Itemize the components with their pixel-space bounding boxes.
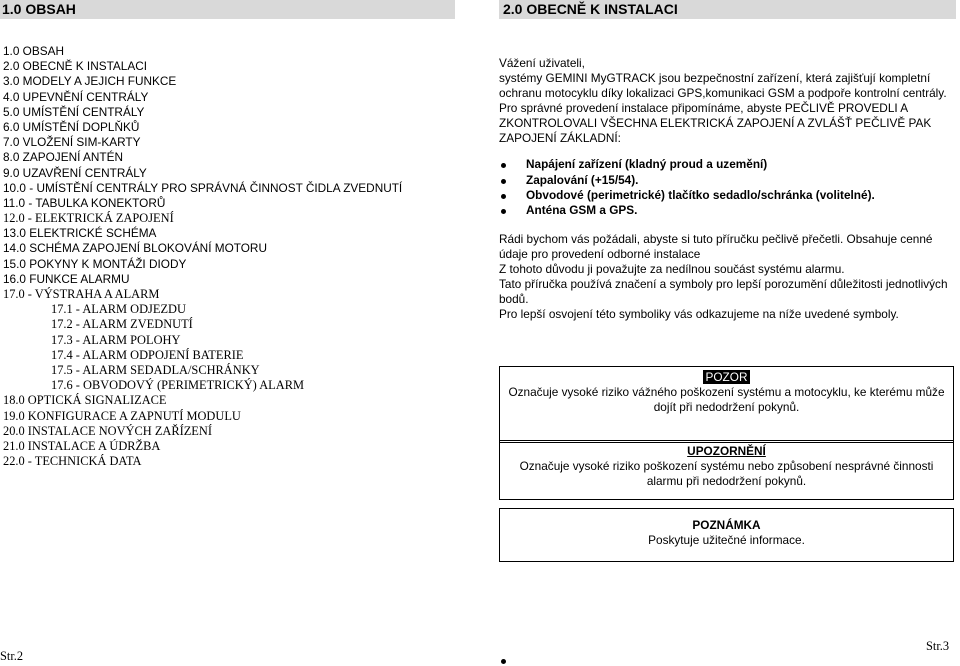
list-item-text: Zapalování (+15/54). <box>526 172 639 187</box>
toc-item: 1.0 OBSAH <box>3 44 64 58</box>
toc-item: 17.1 - ALARM ODJEZDU <box>51 302 186 317</box>
note-box <box>499 508 954 562</box>
bullet-icon <box>501 194 506 199</box>
toc-item: 18.0 OPTICKÁ SIGNALIZACE <box>3 393 167 408</box>
reason-paragraph: Z tohoto důvodu ji považujte za nedílnou součást systému alarmu. <box>499 262 845 276</box>
list-item <box>499 203 951 218</box>
list-item <box>499 188 951 203</box>
toc-item: 4.0 UPEVNĚNÍ CENTRÁLY <box>3 89 149 104</box>
toc-item: 5.0 UMÍSTĚNÍ CENTRÁLY <box>3 104 145 119</box>
page-number-right: Str.3 <box>926 639 950 653</box>
bullet-icon <box>501 163 506 168</box>
warning-title: POZOR <box>703 370 751 384</box>
toc-item: 21.0 INSTALACE A ÚDRŽBA <box>3 438 161 453</box>
symbols-paragraph: Tato příručka používá značení a symboly pro lepší porozumění důležitosti jednotlivých bodů. <box>499 276 948 306</box>
toc-item: 15.0 POKYNY K MONTÁŽI DIODY <box>3 256 187 271</box>
toc-item: 10.0 - UMÍSTĚNÍ CENTRÁLY PRO SPRÁVNÁ ČINNOST ČIDLA ZVEDNUTÍ <box>3 180 403 195</box>
note-title: POZNÁMKA <box>692 518 761 532</box>
toc-item: 14.0 SCHÉMA ZAPOJENÍ BLOKOVÁNÍ MOTORU <box>3 241 267 256</box>
toc-item: 3.0 MODELY A JEJICH FUNKCE <box>3 74 177 89</box>
toc-item: 7.0 VLOŽENÍ SIM-KARTY <box>3 135 141 150</box>
bullet-icon <box>501 179 506 184</box>
warning-box <box>499 366 954 443</box>
list-item-text: Anténa GSM a GPS. <box>526 203 638 217</box>
toc-item: 9.0 UZAVŘENÍ CENTRÁLY <box>3 165 147 180</box>
table-of-contents <box>3 44 443 469</box>
list-item <box>499 173 951 188</box>
note-text: Poskytuje užitečné informace. <box>648 533 805 547</box>
bullet-icon <box>501 659 506 664</box>
toc-item: 20.0 INSTALACE NOVÝCH ZAŘÍZENÍ <box>3 423 212 438</box>
list-item <box>499 157 951 172</box>
toc-item: 17.5 - ALARM SEDADLA/SCHRÁNKY <box>51 362 260 377</box>
left-page-header: 1.0 OBSAH <box>0 0 455 19</box>
bullet-icon <box>501 209 506 214</box>
toc-item: 8.0 ZAPOJENÍ ANTÉN <box>3 150 123 165</box>
caution-text: Označuje vysoké riziko poškození systému nebo způsobení nesprávné činnosti alarmu při nedodržení pokynů. <box>519 459 934 488</box>
toc-item: 16.0 FUNKCE ALARMU <box>3 271 130 286</box>
instruction-paragraph: Pro správné provedení instalace připomínáme, abyste PEČLIVĚ PROVEDLI A ZKONTROLOVALI VŠECHNA ELEKTRICKÁ ZAPOJENÍ A ZVLÁŠŤ PEČLIVĚ PAK ZAPOJENÍ ZÁKLADNÍ: <box>499 100 932 145</box>
list-item-text: Napájení zařízení (kladný proud a uzemění) <box>526 157 768 172</box>
toc-item: 11.0 - TABULKA KONEKTORŮ <box>3 195 166 210</box>
reference-paragraph: Pro lepší osvojení této symboliky vás odkazujeme na níže uvedené symboly. <box>499 306 899 321</box>
intro-section <box>499 56 951 322</box>
right-page-header: 2.0 OBECNĚ K INSTALACI <box>499 0 956 19</box>
toc-item: 17.4 - ALARM ODPOJENÍ BATERIE <box>51 347 244 362</box>
caution-title: UPOZORNĚNÍ <box>687 444 766 458</box>
caution-box <box>499 440 954 500</box>
toc-item: 6.0 UMÍSTĚNÍ DOPLŇKŮ <box>3 119 140 134</box>
key-connections-list <box>499 157 951 218</box>
toc-item: 2.0 OBECNĚ K INSTALACI <box>3 59 148 74</box>
request-paragraph: Rádi bychom vás požádali, abyste si tuto příručku pečlivě přečetli. Obsahuje cenné údaje pro provedení odborné instalace <box>499 232 933 262</box>
intro-paragraph: systémy GEMINI MyGTRACK jsou bezpečnostní zařízení, která zajišťují kompletní ochranu motocyklu díky lokalizaci GPS,komunikaci GSM a podpoře kontrolní centrály. <box>499 70 947 100</box>
toc-item: 17.3 - ALARM POLOHY <box>51 332 181 347</box>
toc-item: 17.0 - VÝSTRAHA A ALARM <box>3 287 160 301</box>
toc-item: 12.0 - ELEKTRICKÁ ZAPOJENÍ <box>3 211 174 226</box>
toc-item: 17.6 - OBVODOVÝ (PERIMETRICKÝ) ALARM <box>51 378 304 393</box>
toc-item: 19.0 KONFIGURACE A ZAPNUTÍ MODULU <box>3 408 241 423</box>
toc-item: 13.0 ELEKTRICKÉ SCHÉMA <box>3 226 157 241</box>
greeting-text: Vážení uživateli, <box>499 56 585 70</box>
list-item-text: Obvodové (perimetrické) tlačítko sedadlo/schránka (volitelné). <box>526 187 875 202</box>
page-number-left: Str.2 <box>0 649 24 663</box>
toc-item: 17.2 - ALARM ZVEDNUTÍ <box>51 317 193 332</box>
toc-item: 22.0 - TECHNICKÁ DATA <box>3 454 142 469</box>
warning-text: Označuje vysoké riziko vážného poškození systému a motocyklu, ke kterému může dojít při nedodržení pokynů. <box>508 385 945 414</box>
